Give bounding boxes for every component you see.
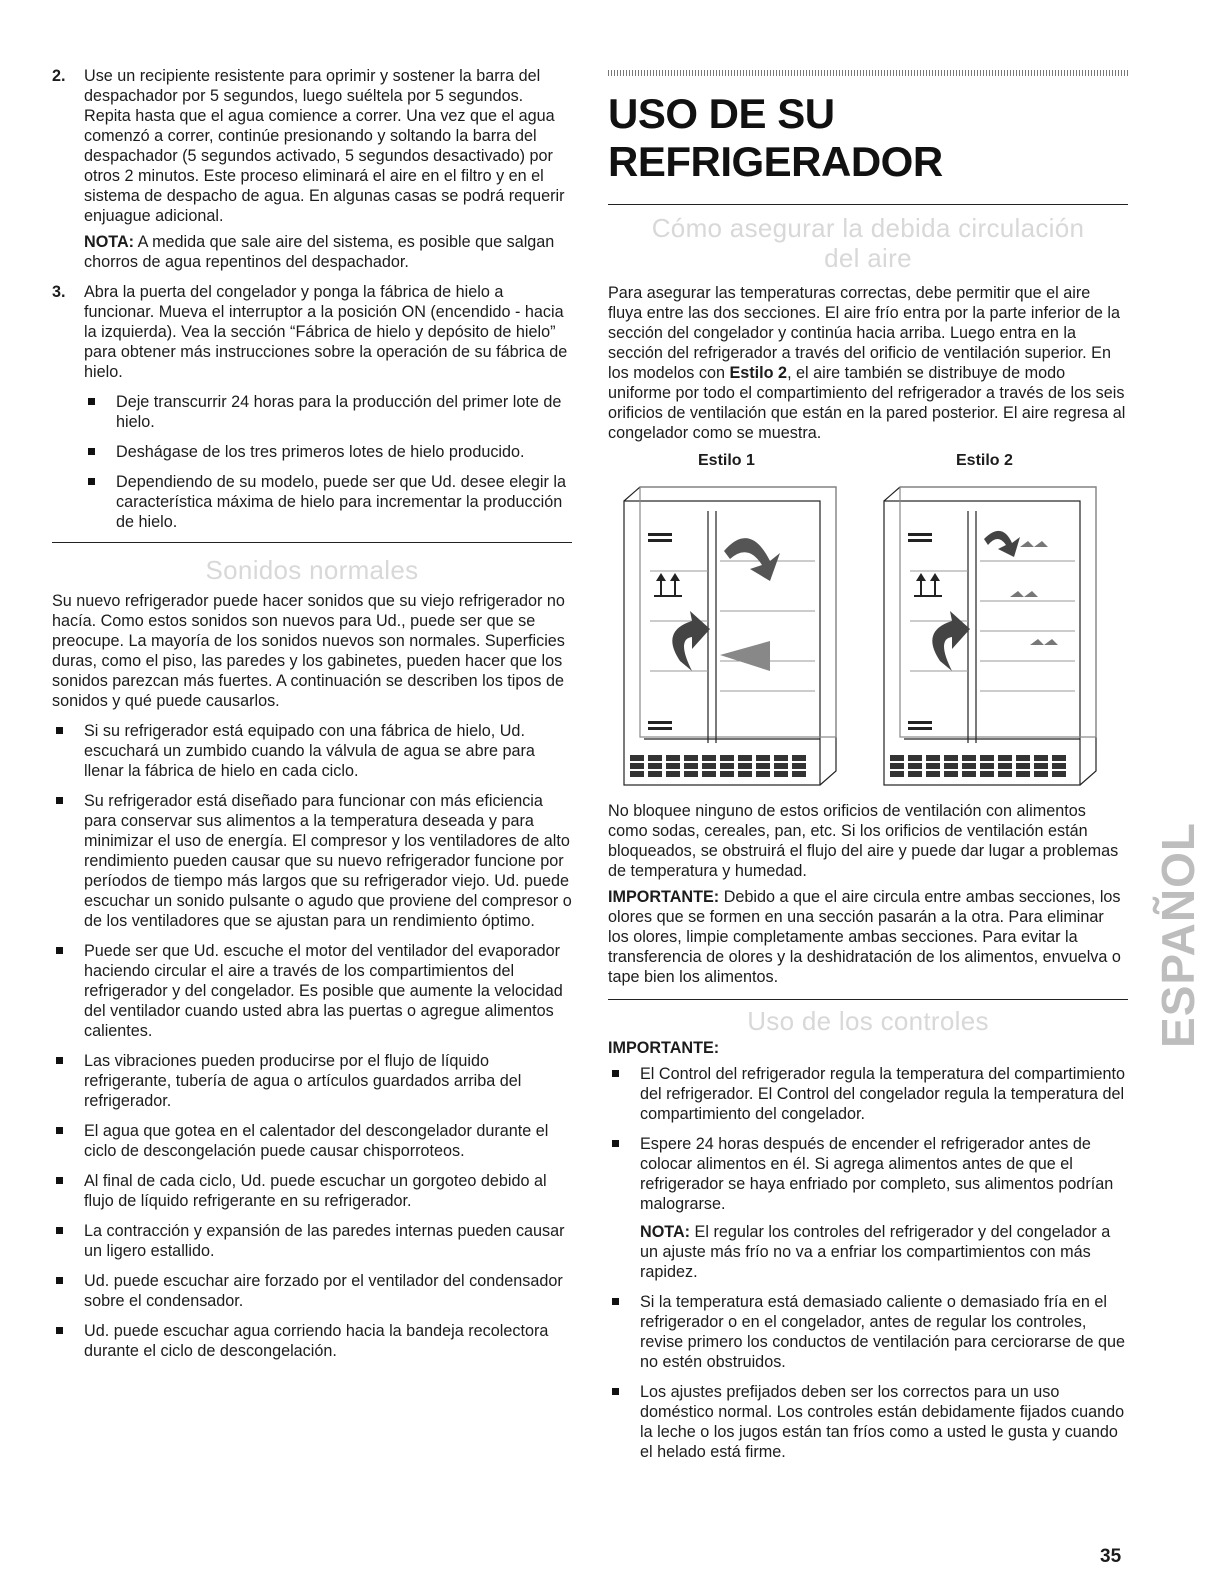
section-title-sounds: Sonidos normales: [205, 555, 419, 585]
section-divider: [608, 204, 1128, 205]
bullet-square-icon: [612, 1298, 619, 1305]
airflow-paragraph: Para asegurar las temperaturas correctas, debe permitir que el aire fluya entre las dos secciones. El aire frío entra por la parte inferior de la sección del congelador y continúa hacia arriba. Luego entra en la sección del refrigerador a través del orificio de ventilación superior. En los modelos con Estilo 2, el aire también se distribuye de modo uniforme por todo el compartimiento del refrigerador a través de los seis orificios de ventilación que están en la pared posterior. El aire regresa al congelador como se muestra.: [608, 284, 1126, 442]
list-item: Deshágase de los tres primeros lotes de hielo producido.: [84, 442, 572, 462]
list-item: Al final de cada ciclo, Ud. puede escuchar un gorgoteo debido al flujo de líquido refrigerante en su refrigerador.: [52, 1171, 572, 1211]
bullet-square-icon: [612, 1140, 619, 1147]
note-label: NOTA:: [84, 233, 135, 251]
list-item: Deje transcurrir 24 horas para la producción del primer lote de hielo.: [84, 392, 572, 432]
bullet-square-icon: [612, 1388, 619, 1395]
list-item: Las vibraciones pueden producirse por el flujo de líquido refrigerante, tubería de agua o artículos guardados arriba del refrigerador.: [52, 1051, 572, 1111]
list-item: Ud. puede escuchar agua corriendo hacia la bandeja recolectora durante el ciclo de descongelación.: [52, 1321, 572, 1361]
list-item: La contracción y expansión de las paredes internas pueden causar un ligero estallido.: [52, 1221, 572, 1261]
list-item: Los ajustes prefijados deben ser los correctos para un uso doméstico normal. Los controles están debidamente fijados cuando la leche o los jugos están tan fríos como a usted le gusta y cuando el helado está firme.: [608, 1382, 1128, 1462]
bullet-square-icon: [56, 1277, 63, 1284]
bullet-square-icon: [56, 947, 63, 954]
bullet-square-icon: [56, 1177, 63, 1184]
bullet-square-icon: [88, 448, 95, 455]
section-title-airflow: [608, 213, 1128, 273]
controls-important: IMPORTANTE:: [608, 1039, 720, 1057]
style-1-fridge-diagram: [620, 481, 850, 799]
step-3-bullets: [52, 392, 572, 532]
title-dotted-bar: [608, 70, 1128, 76]
list-item: Ud. puede escuchar aire forzado por el ventilador del condensador sobre el condensador.: [52, 1271, 572, 1311]
bullet-square-icon: [56, 1057, 63, 1064]
language-side-tab: [1154, 815, 1202, 1055]
note-paragraph: [52, 232, 572, 272]
note-text: A medida que sale aire del sistema, es posible que salgan chorros de agua repentinos del despachador.: [84, 233, 555, 271]
section-divider: [608, 999, 1128, 1000]
step-2: [52, 66, 572, 226]
style-2-label: Estilo 2: [956, 452, 1013, 469]
controls-note: NOTA: El regular los controles del refrigerador y del congelador a un ajuste más frío no va a enfriar los compartimientos con más rapidez.: [640, 1223, 1111, 1281]
list-item: Espere 24 horas después de encender el refrigerador antes de colocar alimentos en él. Si agrega alimentos antes de que el refrigerador se haya enfriado por completo, sus alimentos podrían malograrse. NOTA: El regular los controles del refrigerador y del congelador a un ajuste más frío no va a enfriar los compartimientos con más rapidez.: [608, 1134, 1128, 1282]
bullet-square-icon: [56, 797, 63, 804]
style-2-fridge-diagram: [880, 481, 1110, 799]
list-item: Si la temperatura está demasiado caliente o demasiado fría en el refrigerador o en el congelador, antes de regular los controles, revise primero los conductos de ventilación para cerciorarse de que no estén obstruidos.: [608, 1292, 1128, 1372]
section-title-line: Cómo asegurar la debida circulación: [651, 213, 1085, 243]
list-item: Puede ser que Ud. escuche el motor del ventilador del evaporador haciendo circular el aire a través de los compartimientos del refrigerador y del congelador. Es posible que aumente la velocidad del ventilador cuando usted abra las puertas o agregue alimentos calientes.: [52, 941, 572, 1041]
list-item: Si su refrigerador está equipado con una fábrica de hielo, Ud. escuchará un zumbido cuando la válvula de agua se abre para llenar la fábrica de hielo en cada ciclo.: [52, 721, 572, 781]
list-item: El Control del refrigerador regula la temperatura del compartimiento del refrigerador. El Control del congelador regula la temperatura del compartimiento del congelador.: [608, 1064, 1128, 1124]
list-item: El agua que gotea en el calentador del descongelador durante el ciclo de descongelación puede causar chisporroteos.: [52, 1121, 572, 1161]
list-item: Su refrigerador está diseñado para funcionar con más eficiencia para conservar sus alimentos a la temperatura deseada y para minimizar el uso de energía. El compresor y los ventiladores de alto rendimiento pueden causar que su nuevo refrigerador funcione por períodos de tiempo más largos que su refrigerador viejo. Ud. puede escuchar un sonido pulsante o agudo que proviene del compresor o de los ventiladores que se ajustan para un rendimiento óptimo.: [52, 791, 572, 931]
page-title: USO DE SU REFRIGERADOR: [608, 90, 943, 185]
bullet-square-icon: [612, 1070, 619, 1077]
airflow-important: IMPORTANTE: Debido a que el aire circula entre ambas secciones, los olores que se formen en una sección pasarán a la otra. Para eliminar los olores, limpie completamente ambas secciones. Para evitar la transferencia de olores y la deshidratación de los alimentos, envuelva o tape bien los alimentos.: [608, 888, 1121, 986]
section-divider: [52, 542, 572, 543]
step-number: 2.: [52, 67, 66, 85]
sounds-list: [52, 721, 572, 1361]
bullet-square-icon: [88, 398, 95, 405]
controls-list: [608, 1064, 1128, 1462]
bullet-square-icon: [56, 1227, 63, 1234]
sounds-intro: Su nuevo refrigerador puede hacer sonidos que su viejo refrigerador no hacía. Como estos sonidos son nuevos para Ud., puede ser que se preocupe. La mayoría de los sonidos nuevos son normales. Superficies duras, como el piso, las paredes y los gabinetes, pueden hacer que los sonidos parezcan más fuertes. A continuación se describen los tipos de sonidos y qué puede causarlos.: [52, 592, 565, 710]
section-title-controls: Uso de los controles: [747, 1006, 989, 1036]
bullet-square-icon: [56, 1127, 63, 1134]
step-3: [52, 282, 572, 382]
airflow-diagrams: [608, 451, 1128, 801]
side-tab-label: ESPAÑOL: [1152, 822, 1204, 1048]
step-number: 3.: [52, 283, 66, 301]
section-title-line: del aire: [824, 243, 912, 273]
step-text: Use un recipiente resistente para oprimir y sostener la barra del despachador por 5 segundos, luego suéltela por 5 segundos. Repita hasta que el agua comience a correr. Una vez que el agua comenzó a correr, continúe presionando y soltando la barra del despachador (5 segundos activado, 5 segundos desactivado) por otros 2 minutos. Este proceso eliminará el aire en el filtro y en el sistema de despacho de agua. En algunas casas se podrá requerir enjuague adicional.: [84, 67, 565, 225]
bullet-square-icon: [88, 478, 95, 485]
page-number: 35: [1100, 1546, 1122, 1567]
style-1-label: Estilo 1: [698, 452, 755, 469]
left-column: [52, 66, 572, 1371]
airflow-warning: No bloquee ninguno de estos orificios de ventilación con alimentos como sodas, cereales, pan, etc. Si los orificios de ventilación están bloqueados, se obstruirá el flujo del aire y puede dar lugar a problemas de temperatura y humedad.: [608, 802, 1119, 880]
list-item: Dependiendo de su modelo, puede ser que Ud. desee elegir la característica máxima de hielo para incrementar la producción de hielo.: [84, 472, 572, 532]
bullet-square-icon: [56, 1327, 63, 1334]
bullet-square-icon: [56, 727, 63, 734]
right-column: [608, 70, 1128, 1472]
step-text: Abra la puerta del congelador y ponga la fábrica de hielo a funcionar. Mueva el interruptor a la posición ON (encendido - hacia la izquierda). Vea la sección “Fábrica de hielo y depósito de hielo” para obtener más instrucciones sobre la operación de su fábrica de hielo.: [84, 283, 568, 381]
